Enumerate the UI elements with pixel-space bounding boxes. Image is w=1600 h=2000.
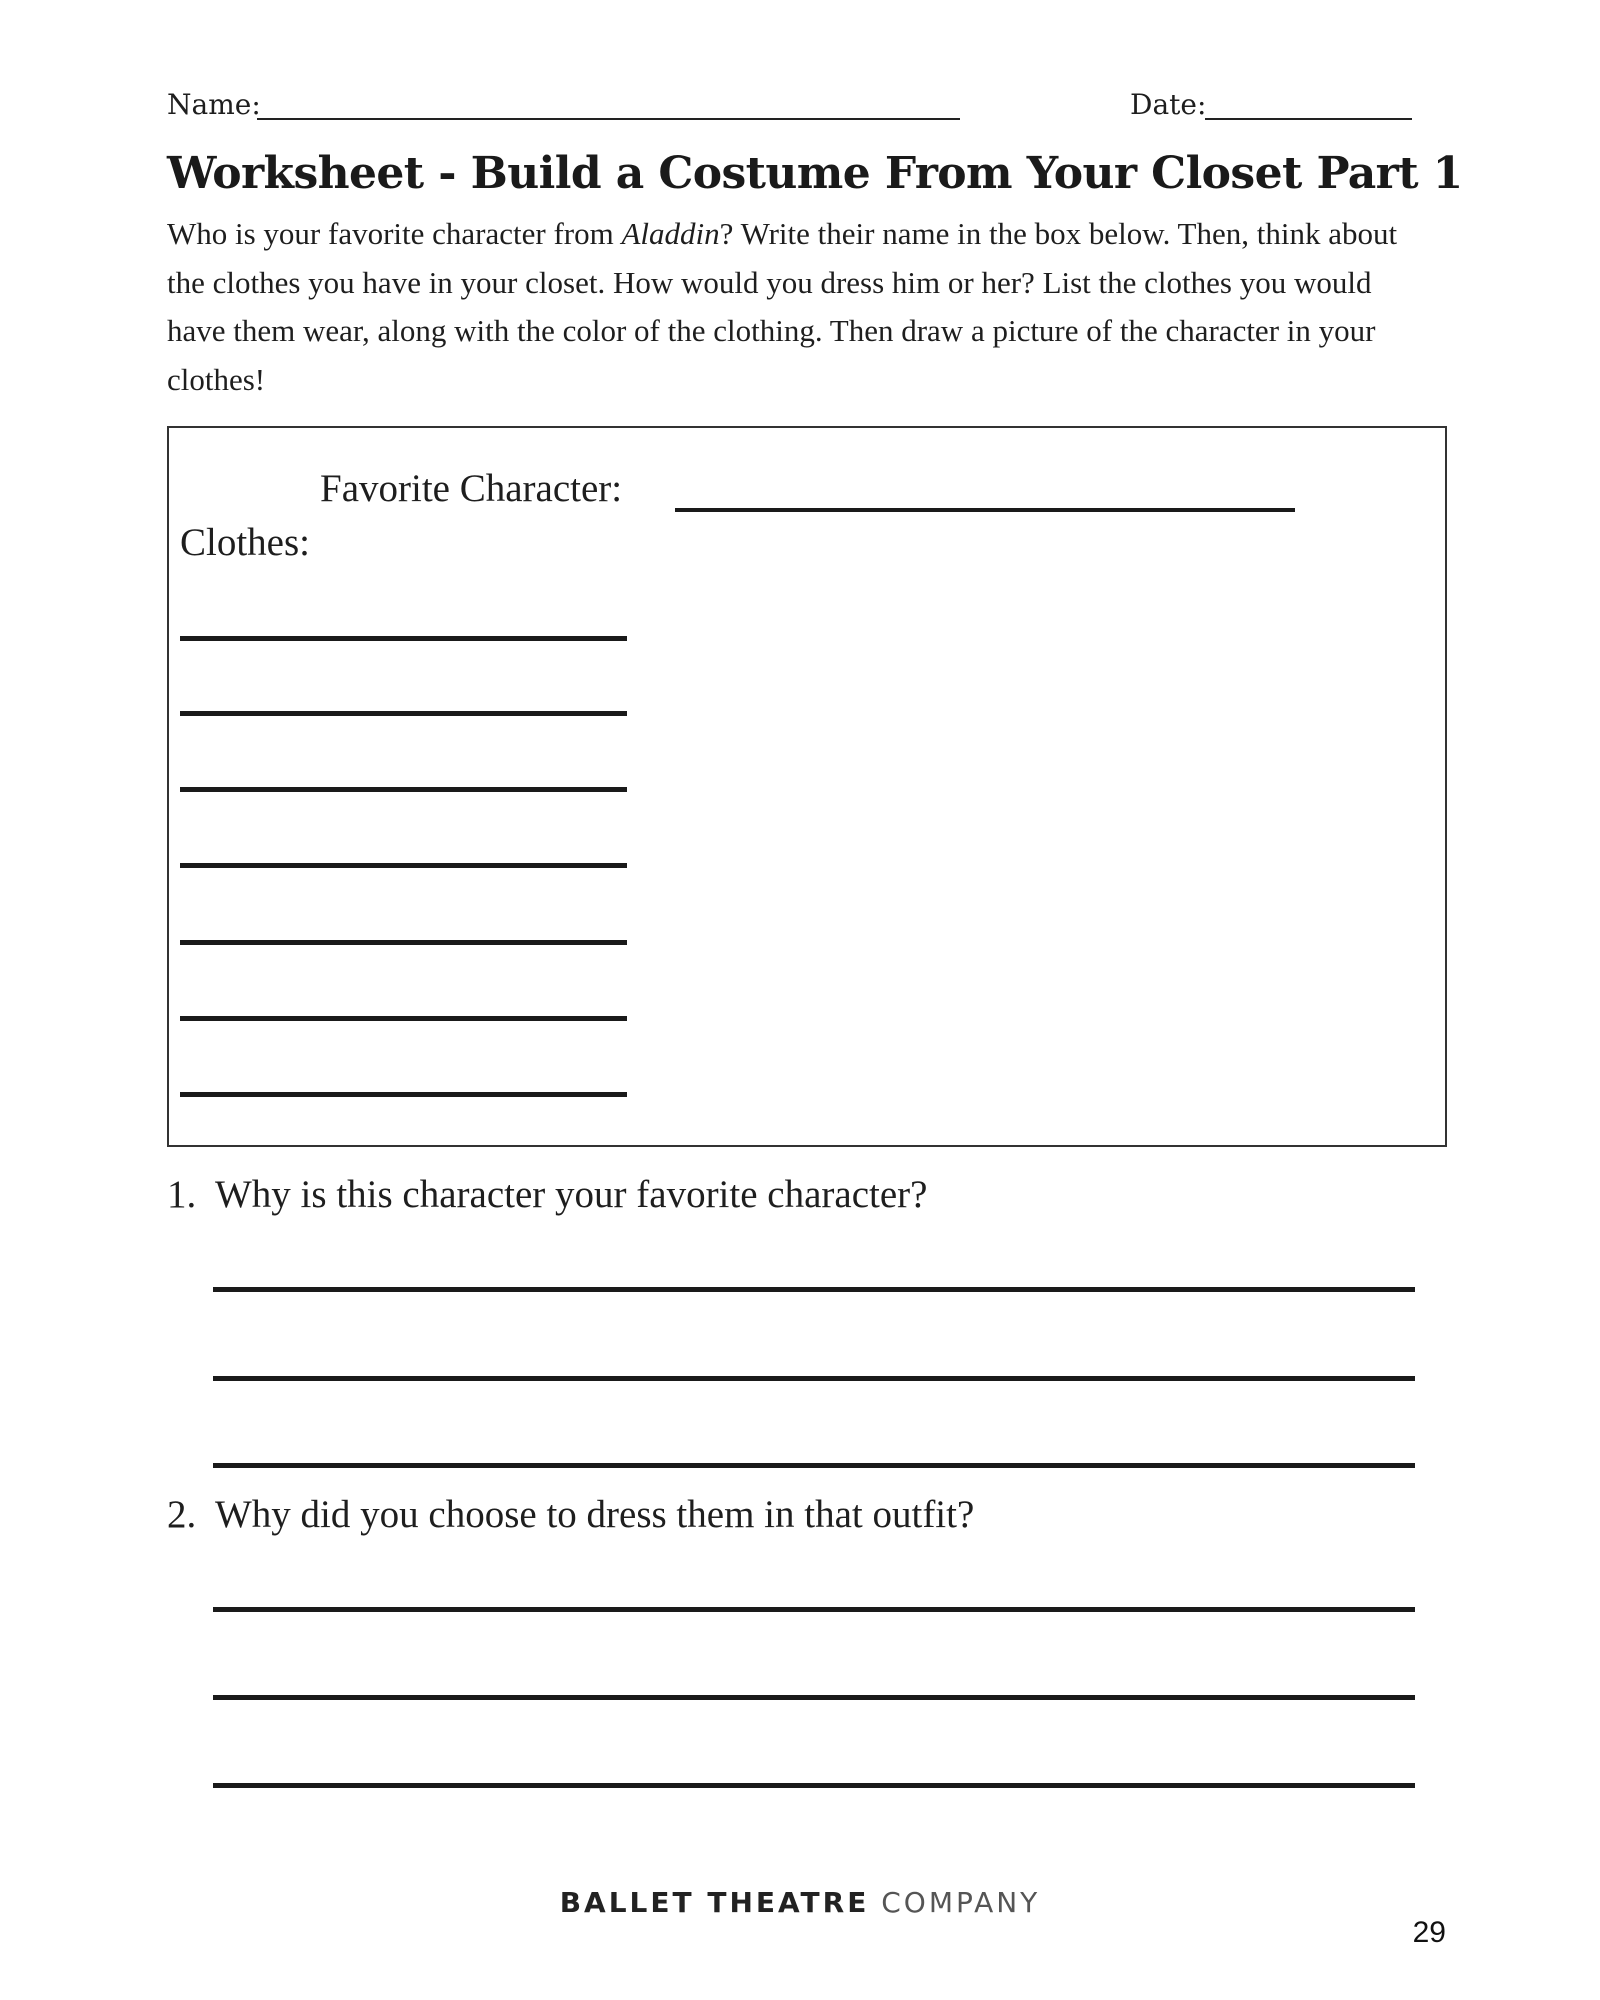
- intro-italic-title: Aladdin: [621, 216, 720, 251]
- brand-light-text: COMPANY: [881, 1886, 1041, 1919]
- answer-line[interactable]: [213, 1287, 1415, 1292]
- page-number: 29: [1412, 1916, 1446, 1949]
- intro-text-end: ? Write their name in the box below. Then, think about the clothes you have in your closet. How would you dress him or her? List the clothes you would have them wear, along with the color of the clothing. Then draw a picture of the character in your clothes!: [167, 216, 1398, 397]
- worksheet-title: Worksheet - Build a Costume From Your Closet Part 1: [167, 148, 1463, 199]
- footer-brand-logo: [0, 1886, 1600, 1919]
- answer-line[interactable]: [213, 1463, 1415, 1468]
- clothes-line[interactable]: [180, 711, 627, 716]
- answer-line[interactable]: [213, 1607, 1415, 1612]
- brand-bold-text: BALLET THEATRE: [559, 1886, 870, 1919]
- answer-line[interactable]: [213, 1376, 1415, 1381]
- question-1: [167, 1172, 927, 1217]
- question-text: Why is this character your favorite character?: [215, 1173, 928, 1216]
- date-label: Date:: [1130, 88, 1207, 121]
- name-field-line[interactable]: [257, 118, 960, 120]
- clothes-line[interactable]: [180, 787, 627, 792]
- name-label: Name:: [167, 88, 261, 121]
- date-field-line[interactable]: [1205, 118, 1412, 120]
- clothes-label: Clothes:: [180, 521, 311, 564]
- intro-paragraph: [167, 210, 1437, 404]
- clothes-line[interactable]: [180, 636, 627, 641]
- question-2: [167, 1492, 974, 1537]
- answer-line[interactable]: [213, 1695, 1415, 1700]
- favorite-character-line[interactable]: [675, 508, 1295, 512]
- clothes-line[interactable]: [180, 1016, 627, 1021]
- clothes-line[interactable]: [180, 940, 627, 945]
- answer-line[interactable]: [213, 1783, 1415, 1788]
- clothes-line[interactable]: [180, 1092, 627, 1097]
- intro-text-start: Who is your favorite character from: [167, 216, 622, 251]
- question-text: Why did you choose to dress them in that outfit?: [215, 1493, 975, 1536]
- question-number: 1.: [167, 1173, 197, 1216]
- clothes-line[interactable]: [180, 863, 627, 868]
- favorite-character-label: Favorite Character:: [320, 467, 623, 510]
- question-number: 2.: [167, 1493, 197, 1536]
